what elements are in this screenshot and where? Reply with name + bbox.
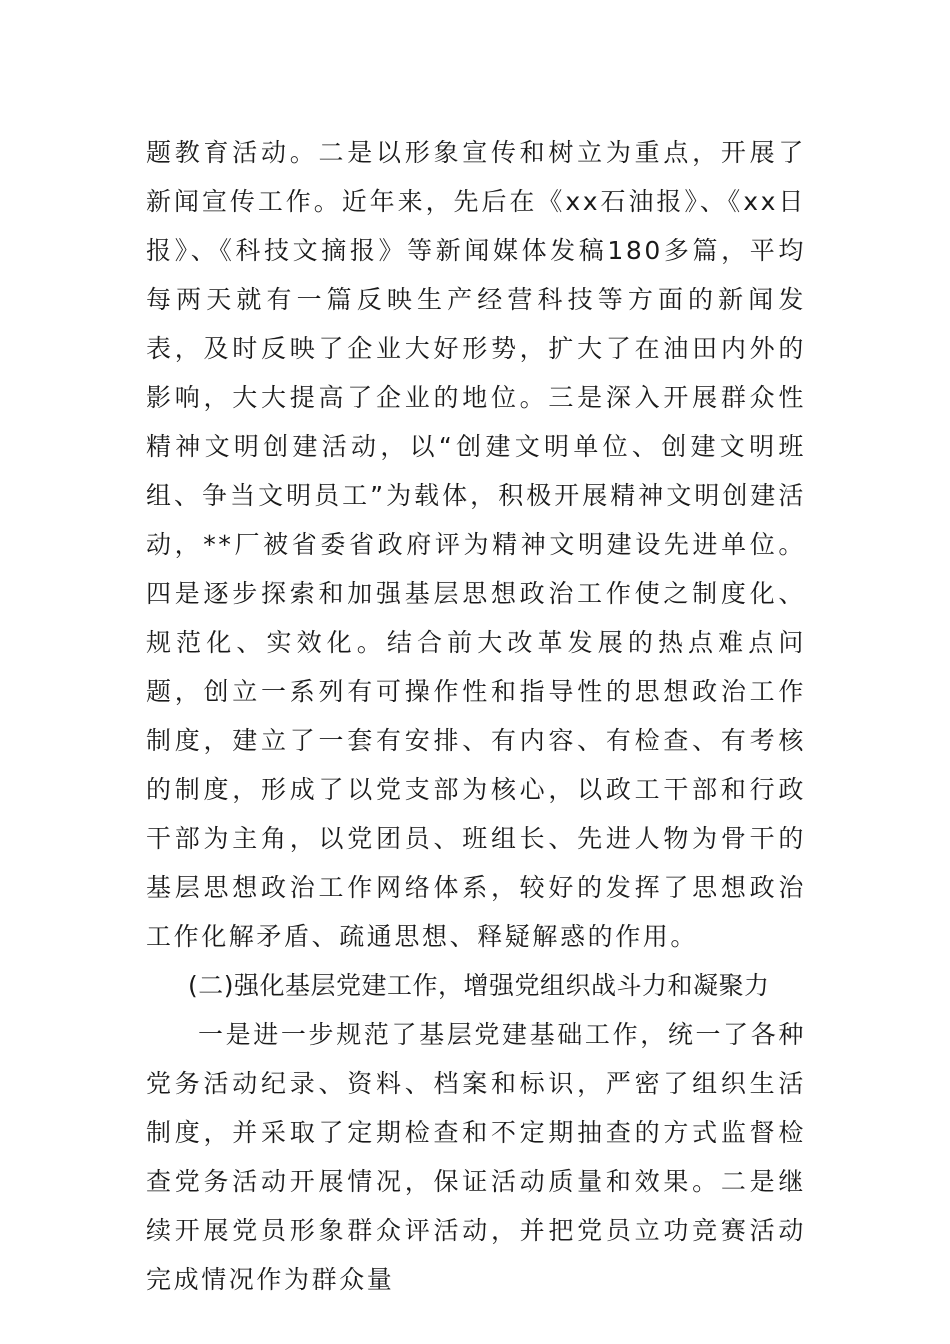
section-heading: (二)强化基层党建工作，增强党组织战斗力和凝聚力: [188, 971, 770, 1000]
document-body: [146, 128, 806, 1304]
paragraph-continuation: 题教育活动。二是以形象宣传和树立为重点，开展了新闻宣传工作。近年来，先后在《xx石油报》、《xx日报》、《科技文摘报》等新闻媒体发稿180多篇，平均每两天就有一篇反映生产经营科技等方面的新闻发表，及时反映了企业大好形势，扩大了在油田内外的影响，大大提高了企业的地位。三是深入开展群众性精神文明创建活动，以“创建文明单位、创建文明班组、争当文明员工”为载体，积极开展精神文明创建活动，**厂被省委省政府评为精神文明建设先进单位。四是逐步探索和加强基层思想政治工作使之制度化、规范化、实效化。结合前大改革发展的热点难点问题，创立一系列有可操作性和指导性的思想政治工作制度，建立了一套有安排、有内容、有检查、有考核的制度，形成了以党支部为核心，以政工干部和行政干部为主角，以党团员、班组长、先进人物为骨干的基层思想政治工作网络体系，较好的发挥了思想政治工作化解矛盾、疏通思想、释疑解惑的作用。: [146, 138, 806, 951]
paragraph-section-intro: 一是进一步规范了基层党建基础工作，统一了各种党务活动纪录、资料、档案和标识，严密了组织生活制度，并采取了定期检查和不定期抽查的方式监督检查党务活动开展情况，保证活动质量和效果。二是继续开展党员形象群众评活动，并把党员立功竞赛活动完成情况作为群众量: [146, 1020, 806, 1294]
